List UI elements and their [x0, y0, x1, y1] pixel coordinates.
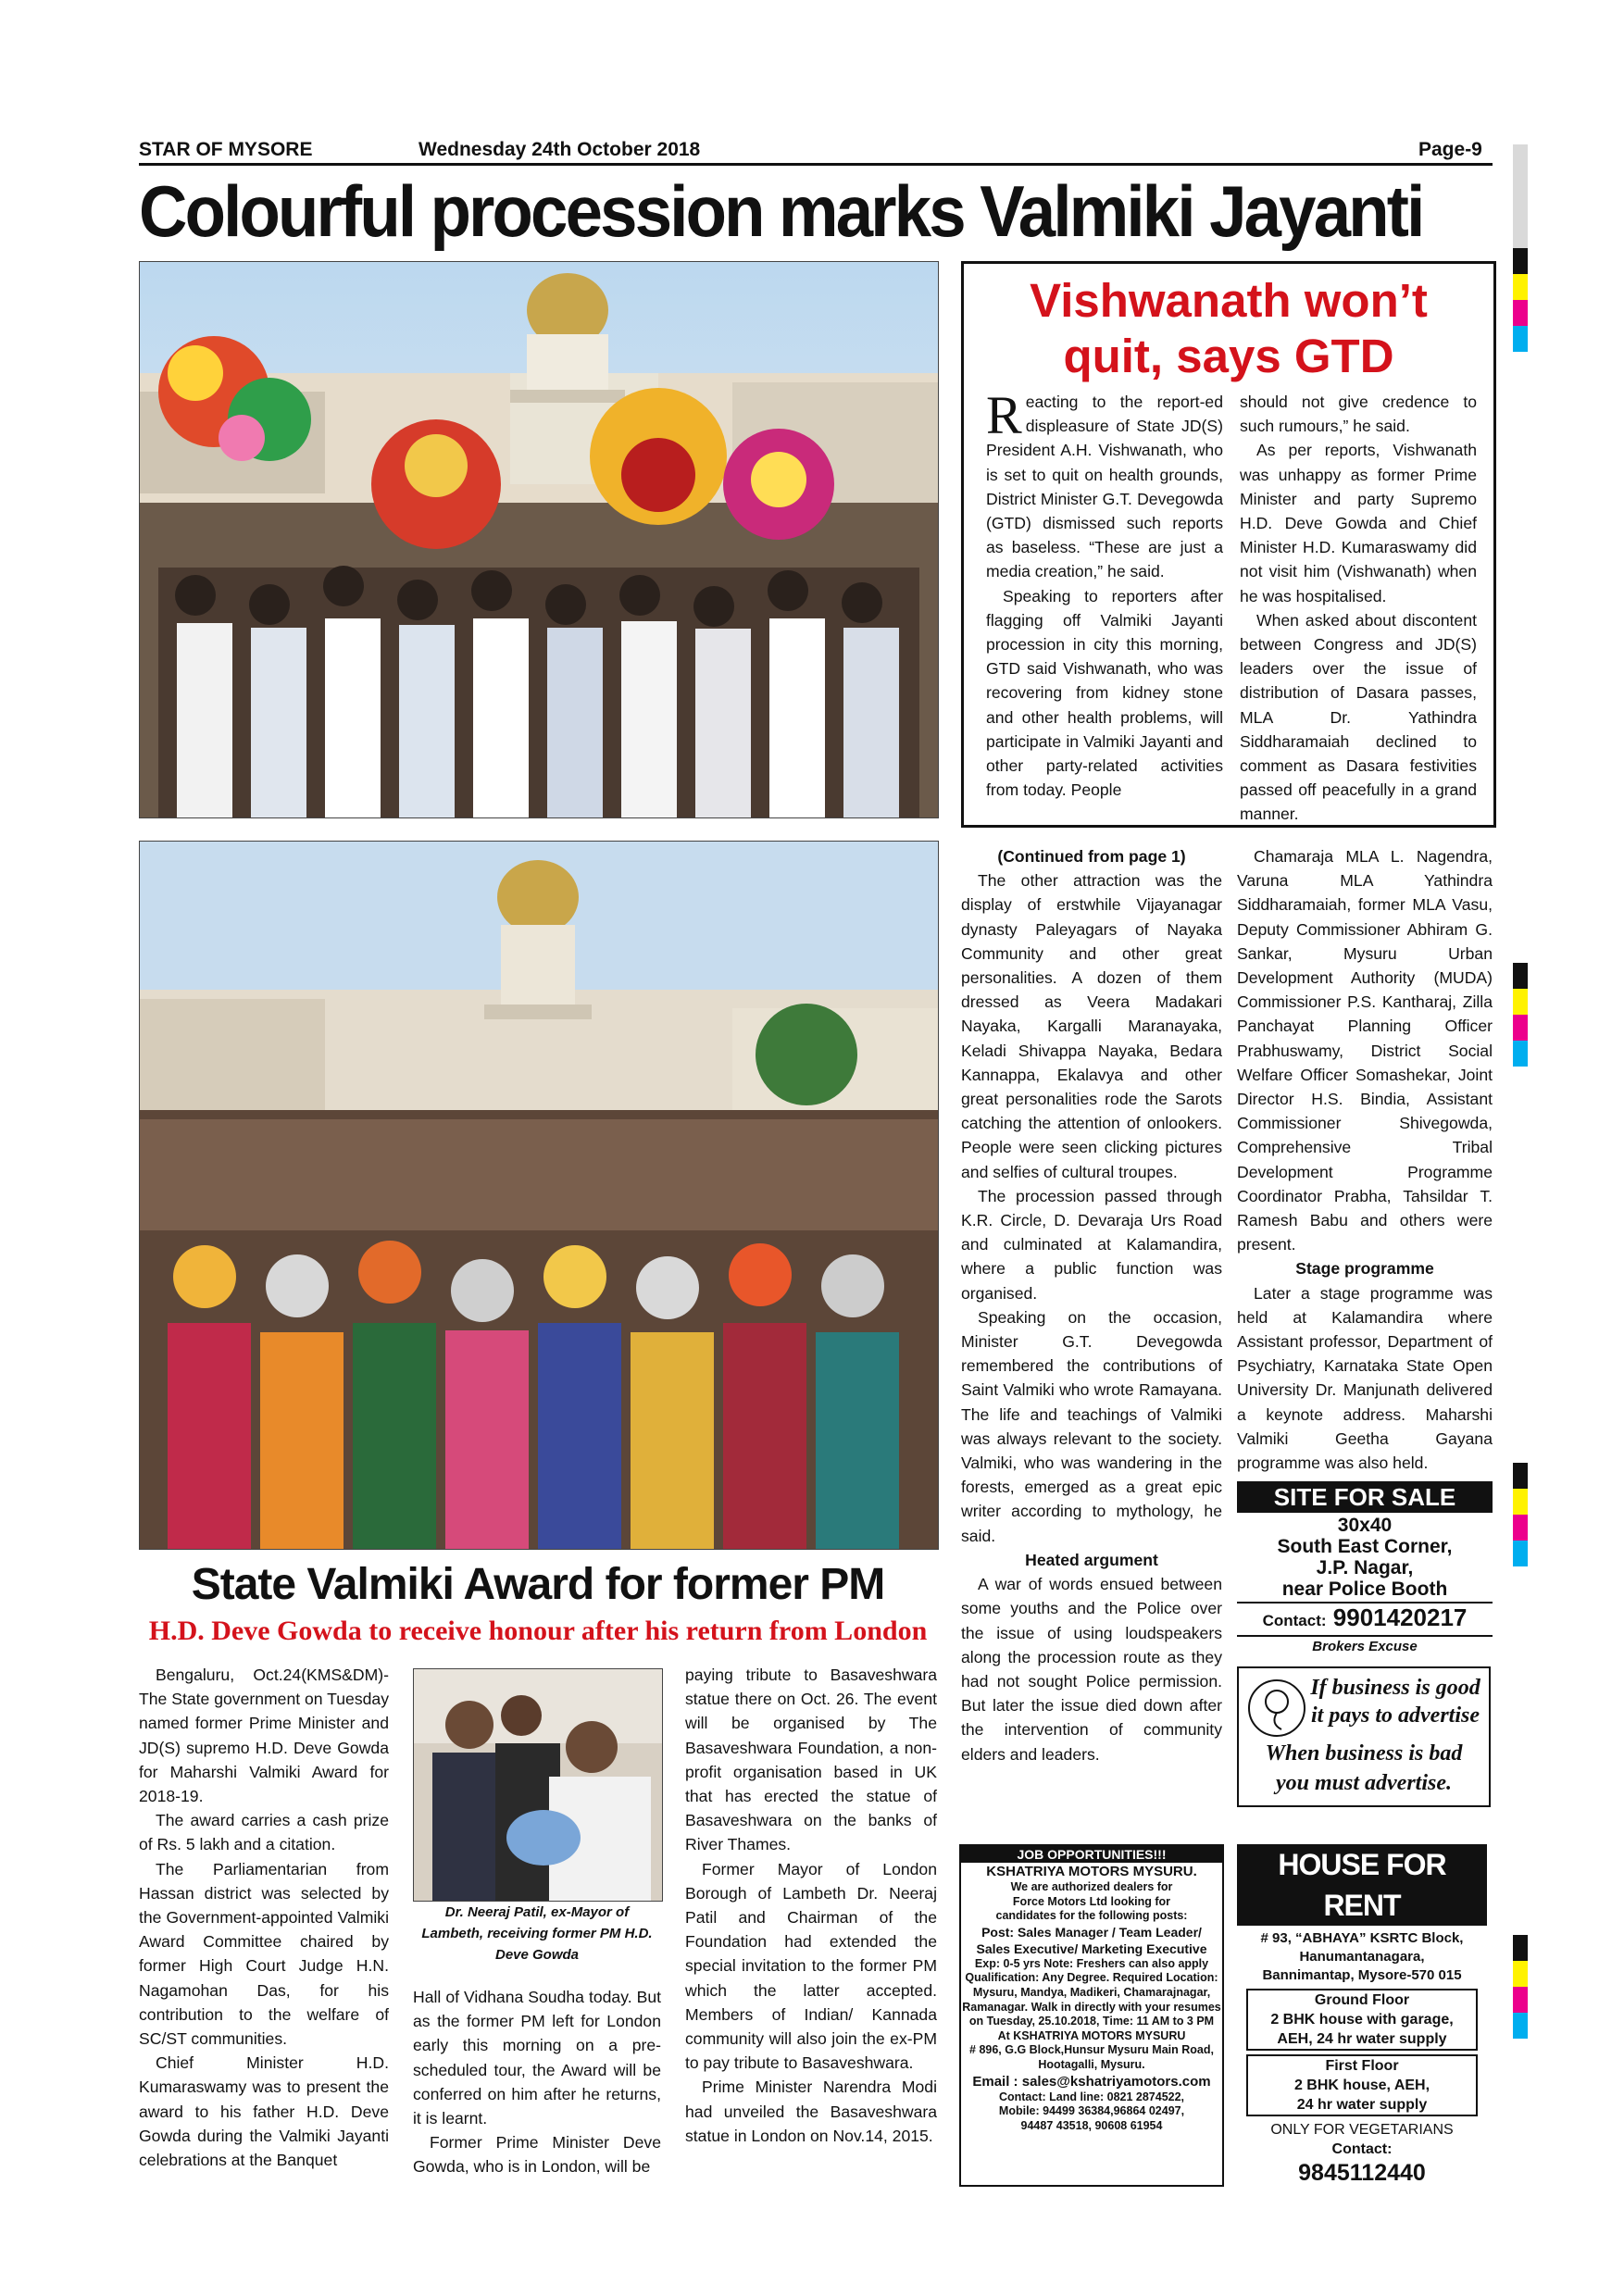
heated-argument-subhead: Heated argument: [1025, 1550, 1158, 1569]
award-para: Chief Minister H.D. Kumaraswamy was to present the award to his father H.D. Deve Gowda during the Valmiki Jayanti celebrations at the Banquet: [139, 2053, 389, 2170]
site-ad-contact-label: Contact:: [1262, 1612, 1327, 1629]
job-line: Post: Sales Manager / Team Leader/: [981, 1924, 1202, 1940]
award-para: Hall of Vidhana Soudha today. But as the former PM left for London early this morning on a pre-scheduled tour, the Award will be conferred on him after he returns, it is learnt.: [413, 1988, 661, 2128]
page-number: Page-9: [1418, 139, 1482, 160]
continued-para: A war of words ensued between some youths and the Police over the issue of using loudspeakers along the procession route as they had not sought Police permission. But later the issue died down after the intervention of community elders and leaders.: [961, 1575, 1222, 1764]
continued-para: Chamaraja MLA L. Nagendra, Varuna MLA Yathindra Siddharamaiah, former MLA Vasu, Deputy Commissioner Abhiram G. Sankar, Mysuru Urban Development Authority (MUDA) Commissioner P.S. Kantharaj, Zilla Panchayat Planning Officer Prabhuswamy, District Social Welfare Officer Somashekar, Joint Director H.S. Bindia, Assistant Commissioner Shivegowda, Comprehensive Tribal Development Programme Coordinator Prabha, Tahsildar T. Ramesh Babu and others were present.: [1237, 847, 1493, 1254]
house-ad-address: Bannimantap, Mysore-570 015: [1262, 1967, 1462, 1983]
job-line: Sales Executive/ Marketing Executive: [976, 1940, 1207, 1956]
house-ad-ground-title: Ground Floor: [1314, 1992, 1410, 2008]
award-para: The Parliamentarian from Hassan district was selected by the Government-appointed Valmiki Award Committee chaired by former High Court Judge H.N. Nagamohan Das, for his contribution to the welfare of SC/ST communities.: [139, 1859, 389, 2049]
site-ad-line: J.P. Nagar,: [1316, 1557, 1414, 1578]
gtd-headline-line1: Vishwanath won’t: [1030, 274, 1428, 327]
house-ad-phone: 9845112440: [1298, 2160, 1426, 2186]
continued-para: Speaking on the occasion, Minister G.T. Devegowda remembered the contributions of Saint Valmiki who wrote Ramayana. The life and teachings of Valmiki was always relevant to the society. Valmiki, who was wandering in the forests, emerged as a great epic writer according to mythology, he said.: [961, 1307, 1222, 1545]
site-ad-line: South East Corner,: [1277, 1536, 1453, 1557]
lead-headline: Colourful procession marks Valmiki Jayanti: [139, 170, 1423, 252]
award-col-1: [139, 1663, 389, 2172]
site-ad-line: 30x40: [1337, 1515, 1393, 1536]
advertise-line: you must advertise.: [1276, 1771, 1452, 1795]
house-ad-first-line: 2 BHK house, AEH,: [1293, 2078, 1430, 2093]
job-line: Ramanagar. Walk in directly with your resumes: [962, 2000, 1221, 2014]
site-ad-line: near Police Booth: [1281, 1578, 1448, 1600]
house-ad-address: # 93, “ABHAYA” KSRTC Block,: [1260, 1930, 1464, 1946]
award-para: Prime Minister Narendra Modi had unveiled the Basaveshwara statue in London on Nov.14, 2015.: [685, 2078, 937, 2145]
registration-strip-lower: [1513, 1463, 1528, 1566]
gtd-headline: [964, 273, 1493, 384]
job-line: We are authorized dealers for: [1010, 1880, 1173, 1893]
house-ad-first-floor: [1246, 2054, 1478, 2116]
continued-col-2: [1237, 844, 1493, 1475]
registration-strip-top: [1513, 144, 1528, 352]
procession-photo-top: [139, 261, 939, 818]
house-ad-address: Hanumantanagara,: [1299, 1949, 1425, 1965]
continued-col-1: [961, 844, 1222, 1766]
job-opportunities-ad: [959, 1844, 1224, 2187]
job-line: Qualification: Any Degree. Required Location:: [965, 1971, 1218, 1985]
continued-para: The procession passed through K.R. Circle, D. Devaraja Urs Road and culminated at Kalamandira, where a public function was organised.: [961, 1186, 1222, 1303]
job-line: # 896, G.G Block,Hunsur Mysuru Main Road,: [969, 2043, 1214, 2057]
award-para: paying tribute to Basaveshwara statue there on Oct. 26. The event will be organised by The Basaveshwara Foundation, a non-profit organisation based in UK that has erected the statue of Basaveshwara on the banks of River Thames.: [685, 1666, 937, 1854]
continued-para: The other attraction was the display of erstwhile Vijayanagar dynasty Paleyagars of Nayaka Community and other great personalities. A dozen of them dressed as Veera Madakari Nayaka, Kargalli Maranayaka, Keladi Shivappa Nayaka, Bedara Kannappa, Ekalavya and other great personalities rode the Sarots catching the attention of onlookers. People were seen clicking pictures and selfies of cultural troupes.: [961, 871, 1222, 1181]
award-col-3: [685, 1663, 937, 2148]
house-ad-contact-label: Contact:: [1331, 2141, 1393, 2157]
job-line: 94487 43518, 90608 61954: [1020, 2118, 1163, 2132]
advertise-ad: [1237, 1666, 1491, 1807]
job-banner: JOB OPPORTUNITIES!!!: [961, 1846, 1222, 1863]
registration-strip-bottom: [1513, 1935, 1528, 2039]
site-ad-title: SITE FOR SALE: [1237, 1481, 1493, 1513]
gtd-col2-para: When asked about discontent between Congress and JD(S) leaders over the issue of distribution of Dasara passes, MLA Dr. Yathindra Siddharamaiah declined to comment as Dasara festivities passed off peacefully in a grand manner.: [1240, 610, 1477, 824]
award-headline: State Valmiki Award for former PM: [191, 1560, 885, 1609]
house-for-rent-ad: [1237, 1844, 1487, 2186]
award-photo-art: [414, 1669, 662, 1901]
award-subhead: H.D. Deve Gowda to receive honour after his return from London: [148, 1616, 928, 1646]
site-ad-note: Brokers Excuse: [1312, 1639, 1418, 1654]
procession-photo-bottom: [139, 841, 939, 1550]
gtd-col2-para: should not give credence to such rumours,” he said.: [1240, 393, 1477, 436]
gtd-col1-para: Speaking to reporters after flagging off Valmiki Jayanti procession in city this morning, GTD said Vishwanath, who was recovering from kidney stone and other health problems, will participate in Valmiki Jayanti and other party-related activities from today. People: [986, 586, 1223, 800]
house-ad-ground-floor: [1246, 1989, 1478, 2051]
ganesha-icon: [1244, 1676, 1309, 1741]
house-ad-title: HOUSE FOR RENT: [1237, 1844, 1487, 1926]
job-company: KSHATRIYA MOTORS MYSURU.: [986, 1864, 1197, 1879]
job-line: Mobile: 94499 36384,96864 02497,: [998, 2104, 1185, 2118]
job-line: on Tuesday, 25.10.2018, Time: 11 AM to 3 PM: [968, 2015, 1215, 2028]
award-para: The award carries a cash prize of Rs. 5 lakh and a citation.: [139, 1811, 389, 1854]
gtd-col2-para: As per reports, Vishwanath was unhappy as former Prime Minister and party Supremo H.D. Deve Gowda and Chief Minister H.D. Kumaraswamy did not visit him (Vishwanath) when he was hospitalised.: [1240, 441, 1477, 605]
job-line: Mysuru, Mandya, Madikeri, Chamarajnagar,: [972, 1985, 1211, 1999]
job-line: Exp: 0-5 yrs Note: Freshers can also apply: [974, 1956, 1209, 1970]
gtd-col1-para: eacting to the report-ed displeasure of State JD(S) President A.H. Vishwanath, who is set to quit on health grounds, District Minister G.T. Devegowda (GTD) dismissed such reports as baseless. “These are just a media creation,” he said.: [986, 393, 1223, 581]
award-photo: [413, 1668, 663, 1902]
house-ad-first-line: 24 hr water supply: [1296, 2097, 1428, 2113]
issue-date: Wednesday 24th October 2018: [418, 139, 701, 160]
advertise-line: When business is bad: [1265, 1741, 1463, 1766]
gtd-drop-cap: R: [986, 385, 1022, 445]
job-line: Hootagalli, Mysuru.: [1038, 2057, 1145, 2071]
job-line: Contact: Land line: 0821 2874522,: [998, 2090, 1185, 2103]
continued-para: Later a stage programme was held at Kalamandira where Assistant professor, Department of Psychiatry, Karnataka State Open University Dr. Manjunath delivered a keynote address. Maharshi Valmiki Geetha Gayana programme was also held.: [1237, 1283, 1493, 1473]
award-photo-caption: Dr. Neeraj Patil, ex-Mayor of Lambeth, receiving former PM H.D. Deve Gowda: [421, 1904, 653, 1963]
gtd-story-box: [961, 261, 1496, 828]
award-para: Former Mayor of London Borough of Lambeth Dr. Neeraj Patil and Chairman of the Foundation had extended the special invitation to the former PM which the latter accepted. Members of Indian/ Kannada community will also join the ex-PM to pay tribute to Basaveshwara.: [685, 1859, 937, 2073]
masthead-rule: [139, 163, 1493, 166]
house-ad-first-title: First Floor: [1325, 2058, 1399, 2074]
job-line: At KSHATRIYA MOTORS MYSURU: [997, 2028, 1186, 2042]
stage-programme-subhead: Stage programme: [1295, 1259, 1434, 1279]
house-ad-ground-line: AEH, 24 hr water supply: [1277, 2031, 1447, 2047]
job-email: Email : sales@kshatriyamotors.com: [972, 2073, 1211, 2090]
job-line: candidates for the following posts:: [995, 1909, 1188, 1923]
continued-label: (Continued from page 1): [997, 847, 1186, 866]
site-for-sale-ad: [1237, 1481, 1493, 1654]
gtd-col-2: [1240, 390, 1477, 827]
gtd-col-1: [986, 385, 1223, 802]
job-line: Force Motors Ltd looking for: [1012, 1894, 1171, 1908]
award-para: Bengaluru, Oct.24(KMS&DM)- The State government on Tuesday named former Prime Minister and JD(S) supremo H.D. Deve Gowda for Maharshi Valmiki Award for 2018-19.: [139, 1666, 389, 1806]
award-col-2: [413, 1985, 661, 2179]
site-ad-phone: 9901420217: [1332, 1603, 1468, 1631]
gtd-headline-line2: quit, says GTD: [1063, 330, 1394, 382]
house-ad-veg: ONLY FOR VEGETARIANS: [1270, 2122, 1454, 2138]
procession-photo-bottom-art: [140, 842, 938, 1549]
award-para: Former Prime Minister Deve Gowda, who is in London, will be: [413, 2133, 661, 2177]
advertise-line: If business is good: [1310, 1676, 1480, 1700]
house-ad-ground-line: 2 BHK house with garage,: [1270, 2012, 1454, 2028]
advertise-line: it pays to advertise: [1311, 1703, 1480, 1728]
paper-name: STAR OF MYSORE: [139, 139, 313, 160]
registration-strip-middle: [1513, 963, 1528, 1067]
procession-photo-top-art: [140, 262, 938, 817]
